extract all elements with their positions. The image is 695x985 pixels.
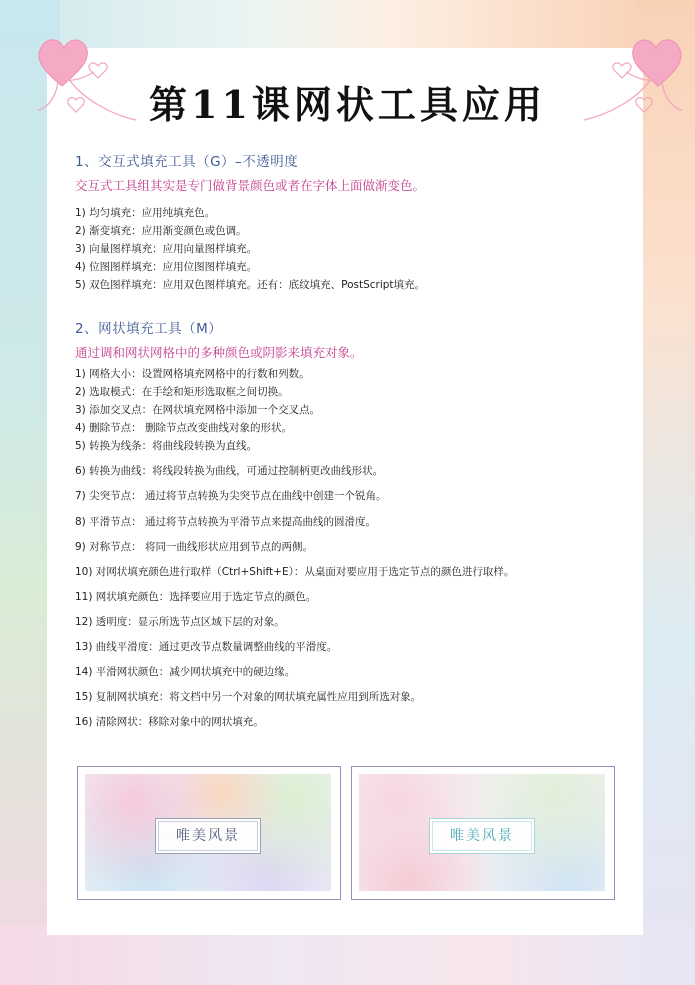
list-item: 8) 平滑节点： 通过将节点转换为平滑节点来提高曲线的圆滑度。	[75, 516, 376, 528]
scenery-label: 唯美风景	[429, 818, 535, 854]
list-item: 1) 网格大小：设置网格填充网格中的行数和列数。	[75, 368, 310, 380]
list-item: 2) 渐变填充：应用渐变颜色或色调。	[75, 225, 247, 237]
background-right	[635, 0, 695, 985]
list-item: 5) 双色图样填充：应用双色图样填充。还有：底纹填充、PostScript填充。	[75, 279, 426, 291]
list-item: 6) 转换为曲线：将线段转换为曲线，可通过控制柄更改曲线形状。	[75, 465, 384, 477]
list-item: 3) 添加交叉点：在网状填充网格中添加一个交叉点。	[75, 404, 321, 416]
list-item: 11) 网状填充颜色：选择要应用于选定节点的颜色。	[75, 591, 317, 603]
list-item: 4) 位图图样填充：应用位图图样填充。	[75, 261, 258, 273]
list-item: 5) 转换为线条：将曲线段转换为直线。	[75, 440, 258, 452]
list-item: 13) 曲线平滑度：通过更改节点数量调整曲线的平滑度。	[75, 641, 338, 653]
scenery-label: 唯美风景	[155, 818, 261, 854]
section2-subtitle: 通过调和网状网格中的多种颜色或阴影来填充对象。	[75, 345, 363, 360]
list-item: 1) 均匀填充：应用纯填充色。	[75, 207, 216, 219]
scenery-card-left	[77, 766, 341, 900]
section1-subtitle: 交互式工具组其实是专门做背景颜色或者在字体上面做渐变色。	[75, 178, 426, 193]
section1-heading: 1、交互式填充工具（G）–不透明度	[75, 154, 299, 170]
list-item: 4) 删除节点： 删除节点改变曲线对象的形状。	[75, 422, 292, 434]
section2-heading: 2、网状填充工具（M）	[75, 321, 223, 337]
page-title: 第11课网状工具应用	[149, 82, 546, 127]
list-item: 14) 平滑网状颜色：减少网状填充中的硬边缘。	[75, 666, 296, 678]
list-item: 15) 复制网状填充：将文档中另一个对象的网状填充属性应用到所选对象。	[75, 691, 422, 703]
list-item: 10) 对网状填充颜色进行取样（Ctrl+Shift+E）：从桌面对要应用于选定节点的颜色进行取样。	[75, 566, 515, 578]
scenery-image-right	[359, 774, 605, 891]
list-item: 2) 选取模式：在手绘和矩形选取框之间切换。	[75, 386, 289, 398]
list-item: 9) 对称节点： 将同一曲线形状应用到节点的两侧。	[75, 541, 313, 553]
list-item: 3) 向量图样填充：应用向量图样填充。	[75, 243, 258, 255]
scenery-image-left	[85, 774, 331, 891]
scenery-card-right	[351, 766, 615, 900]
list-item: 7) 尖突节点： 通过将节点转换为尖突节点在曲线中创建一个锐角。	[75, 490, 387, 502]
list-item: 16) 清除网状：移除对象中的网状填充。	[75, 716, 264, 728]
list-item: 12) 透明度：显示所选节点区域下层的对象。	[75, 616, 285, 628]
